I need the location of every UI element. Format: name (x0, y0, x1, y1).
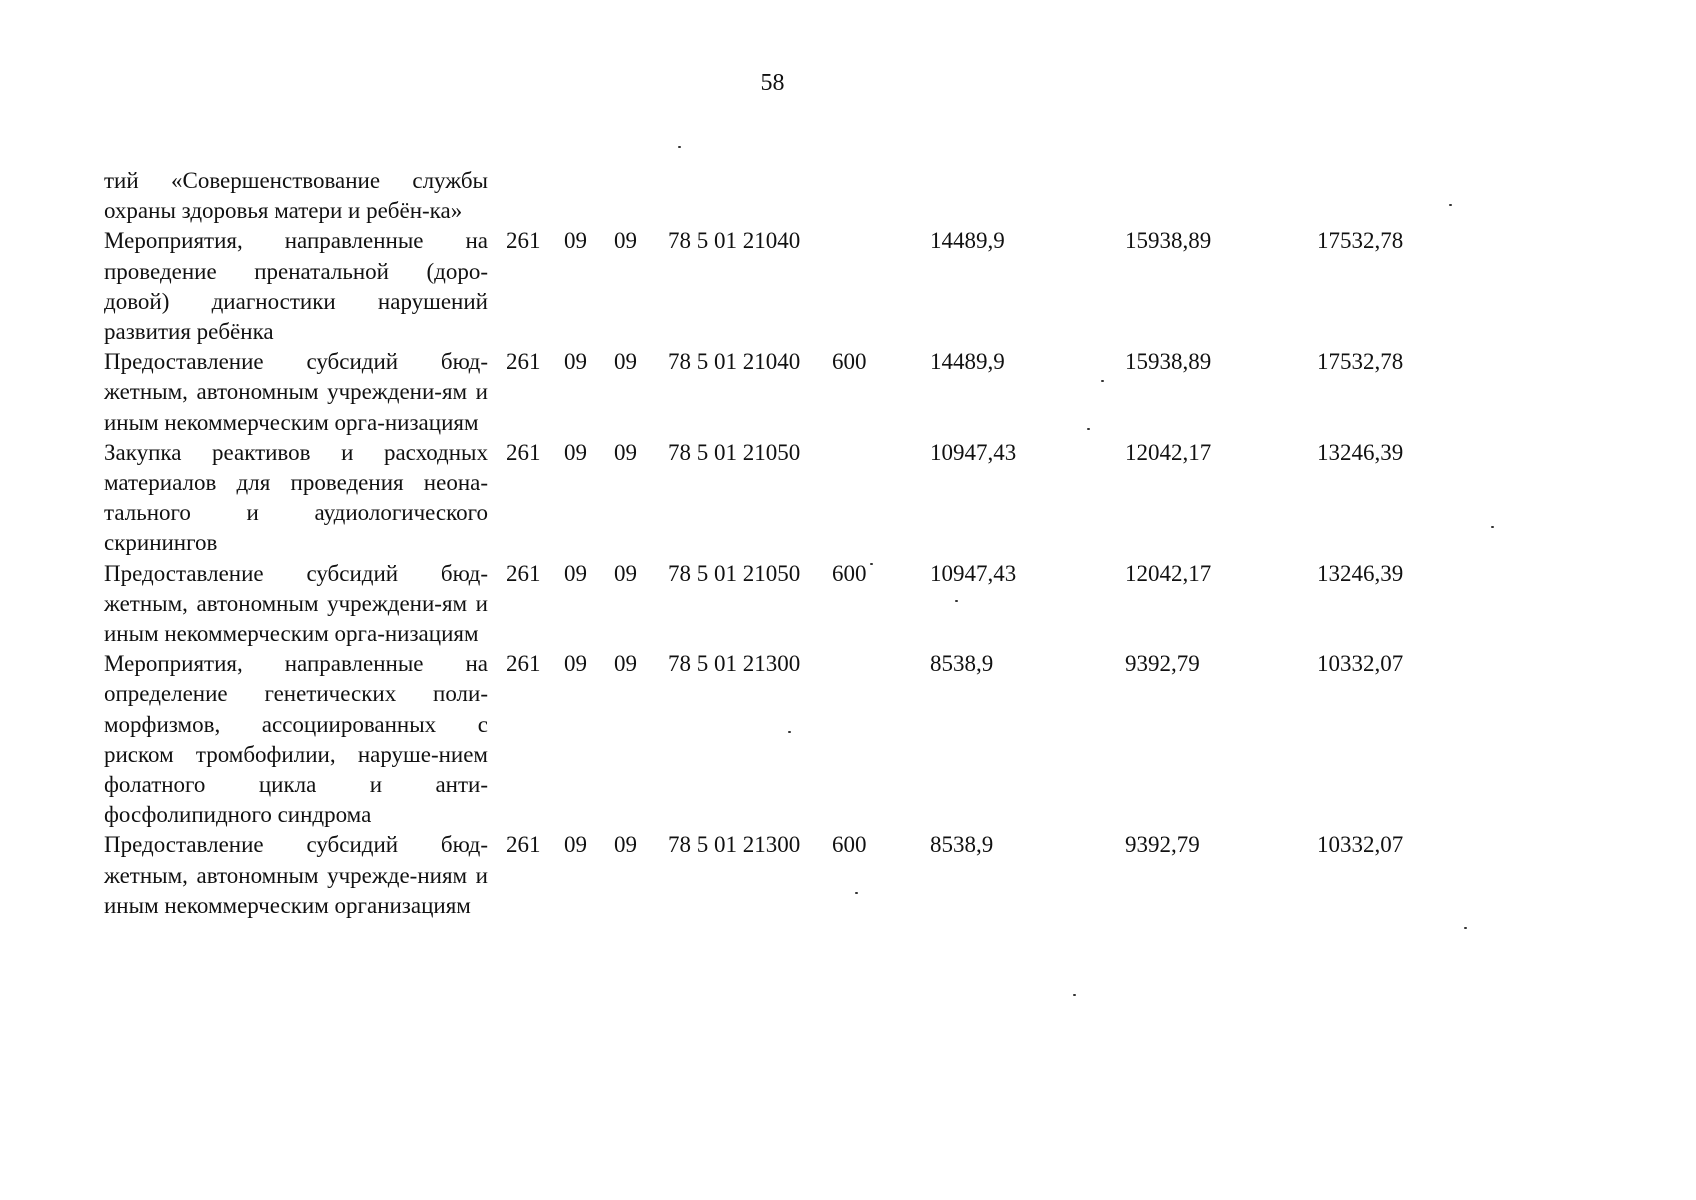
row-description: Предоставление субсидий бюд-жетным, автономным учреждени-ям и иным некоммерческим орга-низациям (104, 560, 488, 647)
amount-year-2: 15938,89 (1125, 228, 1212, 254)
row-description: Мероприятия, направленные на определение генетических поли-морфизмов, ассоциированных с риском тромбофилии, наруше-нием фолатного цикла и анти-фосфолипидного синдрома (104, 651, 488, 828)
scan-speck (1491, 526, 1494, 528)
scan-speck (788, 731, 791, 733)
table-row (104, 166, 1444, 226)
scan-speck (1449, 204, 1452, 206)
department-code: 261 (506, 560, 541, 586)
page-number: 58 (760, 70, 785, 96)
table-row (104, 226, 1444, 347)
target-item-code: 78 5 01 21300 (668, 832, 801, 858)
amount-year-2: 9392,79 (1125, 832, 1200, 858)
row-description: тий «Совершенствование службы охраны здоровья матери и ребён-ка» (104, 168, 488, 224)
expense-type-code: 600 (832, 560, 867, 586)
amount-year-2: 12042,17 (1125, 439, 1212, 465)
amount-year-2: 9392,79 (1125, 651, 1200, 677)
scan-speck (678, 146, 681, 148)
table-row (104, 559, 1444, 650)
amount-year-3: 13246,39 (1317, 439, 1404, 465)
amount-year-1: 10947,43 (930, 439, 1017, 465)
section-code: 09 (564, 439, 587, 465)
amount-year-2: 12042,17 (1125, 560, 1212, 586)
section-code: 09 (564, 228, 587, 254)
target-item-code: 78 5 01 21050 (668, 560, 801, 586)
amount-year-3: 13246,39 (1317, 560, 1404, 586)
amount-year-3: 10332,07 (1317, 651, 1404, 677)
table-row (104, 649, 1444, 830)
expense-type-code: 600 (832, 349, 867, 375)
expense-type-code: 600 (832, 832, 867, 858)
table-row (104, 830, 1444, 921)
section-code: 09 (564, 349, 587, 375)
row-description: Закупка реактивов и расходных материалов для проведения неона-тального и аудиологического скринингов (104, 439, 488, 556)
department-code: 261 (506, 832, 541, 858)
scan-speck (1087, 428, 1090, 430)
table-row (104, 438, 1444, 559)
subsection-code: 09 (614, 651, 637, 677)
subsection-code: 09 (614, 560, 637, 586)
scan-speck (870, 563, 873, 565)
table-row (104, 347, 1444, 438)
department-code: 261 (506, 651, 541, 677)
subsection-code: 09 (614, 228, 637, 254)
amount-year-1: 14489,9 (930, 228, 1005, 254)
row-description: Предоставление субсидий бюд-жетным, автономным учрежде-ниям и иным некоммерческим организациям (104, 832, 488, 918)
subsection-code: 09 (614, 439, 637, 465)
target-item-code: 78 5 01 21050 (668, 439, 801, 465)
scan-speck (1101, 380, 1104, 382)
section-code: 09 (564, 832, 587, 858)
row-description: Предоставление субсидий бюд-жетным, автономным учреждени-ям и иным некоммерческим орга-низациям (104, 349, 488, 435)
amount-year-2: 15938,89 (1125, 349, 1212, 375)
department-code: 261 (506, 349, 541, 375)
scan-speck (1073, 994, 1076, 996)
scan-speck (1464, 927, 1467, 929)
budget-table (104, 166, 1444, 921)
target-item-code: 78 5 01 21040 (668, 349, 801, 375)
amount-year-3: 10332,07 (1317, 832, 1404, 858)
department-code: 261 (506, 228, 541, 254)
amount-year-1: 8538,9 (930, 832, 994, 858)
department-code: 261 (506, 439, 541, 465)
section-code: 09 (564, 560, 587, 586)
amount-year-3: 17532,78 (1317, 228, 1404, 254)
subsection-code: 09 (614, 349, 637, 375)
amount-year-1: 8538,9 (930, 651, 994, 677)
amount-year-1: 14489,9 (930, 349, 1005, 375)
section-code: 09 (564, 651, 587, 677)
target-item-code: 78 5 01 21040 (668, 228, 801, 254)
amount-year-3: 17532,78 (1317, 349, 1404, 375)
row-description: Мероприятия, направленные на проведение пренатальной (доро-довой) диагностики нарушений развития ребёнка (104, 228, 488, 345)
subsection-code: 09 (614, 832, 637, 858)
target-item-code: 78 5 01 21300 (668, 651, 801, 677)
amount-year-1: 10947,43 (930, 560, 1017, 586)
scan-speck (855, 892, 858, 894)
scan-speck (955, 600, 958, 602)
